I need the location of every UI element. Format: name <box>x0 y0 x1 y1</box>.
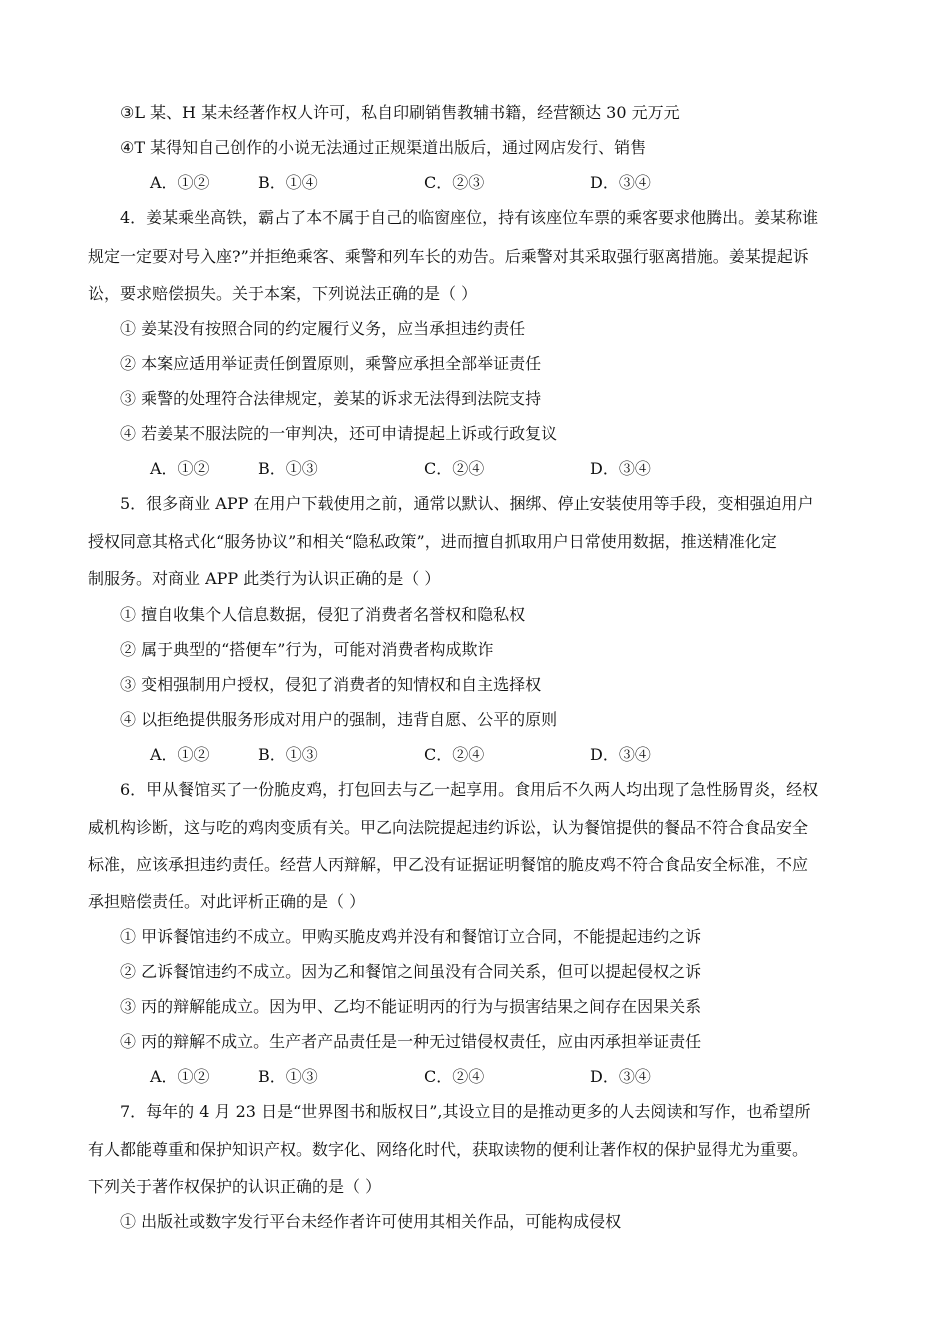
q5-item-3: ③ 变相强制用户授权，侵犯了消费者的知情权和自主选择权 <box>120 675 542 694</box>
q4-stem-line-2: 规定一定要对号入座?”并拒绝乘客、乘警和列车长的劝告。后乘警对其采取强行驱离措施。姜某提起诉 <box>88 247 809 266</box>
q4-option-c: C．②④ <box>424 459 485 478</box>
q5-option-b: B．①③ <box>258 745 318 764</box>
q7-stem-line-2: 有人都能尊重和保护知识产权。数字化、网络化时代，获取读物的便利让著作权的保护显得尤为重要。 <box>88 1140 809 1159</box>
q3-item-3: ③L 某、H 某未经著作权人许可，私自印刷销售教辅书籍，经营额达 30 元万元 <box>120 103 680 122</box>
q6-item-4: ④ 丙的辩解不成立。生产者产品责任是一种无过错侵权责任，应由丙承担举证责任 <box>120 1032 702 1051</box>
q4-item-2: ② 本案应适用举证责任倒置原则，乘警应承担全部举证责任 <box>120 354 542 373</box>
q6-option-c: C．②④ <box>424 1067 485 1086</box>
q5-stem-line-1: 5．很多商业 APP 在用户下载使用之前，通常以默认、捆绑、停止安装使用等手段，变相强迫用户 <box>120 494 814 513</box>
q7-stem-line-3: 下列关于著作权保护的认识正确的是（ ） <box>88 1177 382 1196</box>
q6-stem-line-1: 6．甲从餐馆买了一份脆皮鸡，打包回去与乙一起享用。食用后不久两人均出现了急性肠胃炎，经权 <box>120 780 819 799</box>
q3-item-4: ④T 某得知自己创作的小说无法通过正规渠道出版后，通过网店发行、销售 <box>120 138 647 157</box>
q3-option-c: C．②③ <box>424 173 485 192</box>
q5-item-4: ④ 以拒绝提供服务形成对用户的强制，违背自愿、公平的原则 <box>120 710 558 729</box>
q6-item-3: ③ 丙的辩解能成立。因为甲、乙均不能证明丙的行为与损害结果之间存在因果关系 <box>120 997 702 1016</box>
q4-stem-line-3: 讼，要求赔偿损失。关于本案，下列说法正确的是（ ） <box>88 284 478 303</box>
q3-option-b: B．①④ <box>258 173 318 192</box>
q5-option-a: A．①② <box>150 745 210 764</box>
q6-item-2: ② 乙诉餐馆违约不成立。因为乙和餐馆之间虽没有合同关系，但可以提起侵权之诉 <box>120 962 702 981</box>
q4-item-4: ④ 若姜某不服法院的一审判决，还可申请提起上诉或行政复议 <box>120 424 558 443</box>
q4-item-1: ① 姜某没有按照合同的约定履行义务，应当承担违约责任 <box>120 319 526 338</box>
q6-stem-line-3: 标准，应该承担违约责任。经营人丙辩解，甲乙没有证据证明餐馆的脆皮鸡不符合食品安全标准，不应 <box>88 855 809 874</box>
q5-stem-line-3: 制服务。对商业 APP 此类行为认识正确的是（ ） <box>88 569 441 588</box>
q5-item-1: ① 擅自收集个人信息数据，侵犯了消费者名誉权和隐私权 <box>120 605 526 624</box>
q6-option-a: A．①② <box>150 1067 210 1086</box>
q6-stem-line-4: 承担赔偿责任。对此评析正确的是（ ） <box>88 892 366 911</box>
q3-option-d: D．③④ <box>590 173 651 192</box>
q6-stem-line-2: 威机构诊断，这与吃的鸡肉变质有关。甲乙向法院提起违约诉讼，认为餐馆提供的餐品不符合食品安全 <box>88 818 809 837</box>
q6-option-b: B．①③ <box>258 1067 318 1086</box>
q7-item-1: ① 出版社或数字发行平台未经作者许可使用其相关作品，可能构成侵权 <box>120 1212 622 1231</box>
q7-stem-line-1: 7．每年的 4 月 23 日是“世界图书和版权日”,其设立目的是推动更多的人去阅读和写作，也希望所 <box>120 1102 811 1121</box>
q4-option-b: B．①③ <box>258 459 318 478</box>
q5-option-c: C．②④ <box>424 745 485 764</box>
q4-option-a: A．①② <box>150 459 210 478</box>
q5-stem-line-2: 授权同意其格式化“服务协议”和相关“隐私政策”，进而擅自抓取用户日常使用数据，推送精准化定 <box>88 532 777 551</box>
q5-item-2: ② 属于典型的“搭便车”行为，可能对消费者构成欺诈 <box>120 640 494 659</box>
q4-option-d: D．③④ <box>590 459 651 478</box>
q4-stem-line-1: 4．姜某乘坐高铁，霸占了本不属于自己的临窗座位，持有该座位车票的乘客要求他腾出。姜某称谁 <box>120 208 819 227</box>
q5-option-d: D．③④ <box>590 745 651 764</box>
q6-item-1: ① 甲诉餐馆违约不成立。甲购买脆皮鸡并没有和餐馆订立合同，不能提起违约之诉 <box>120 927 702 946</box>
q4-item-3: ③ 乘警的处理符合法律规定，姜某的诉求无法得到法院支持 <box>120 389 542 408</box>
q6-option-d: D．③④ <box>590 1067 651 1086</box>
q3-option-a: A．①② <box>150 173 210 192</box>
